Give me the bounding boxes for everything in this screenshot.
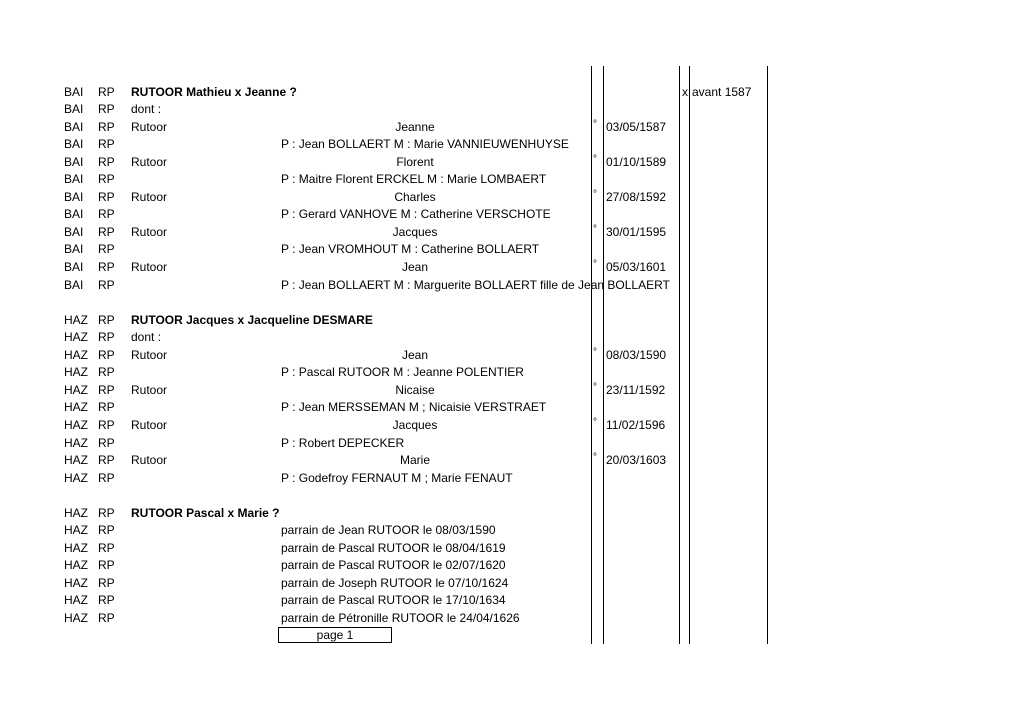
baptism-mark: °: [593, 153, 597, 165]
parish-code: BAI: [64, 242, 84, 257]
source-code: RP: [98, 505, 115, 520]
given-name: Jacques: [392, 224, 438, 239]
source-code: RP: [98, 558, 115, 573]
godparents-detail: P : Robert DEPECKER: [281, 435, 405, 450]
parish-code: HAZ: [64, 540, 88, 555]
parish-code: BAI: [64, 119, 84, 134]
source-code: RP: [98, 84, 115, 99]
source-code: RP: [98, 119, 115, 134]
godparents-detail: P : Gerard VANHOVE M : Catherine VERSCHOTE: [281, 207, 551, 222]
record-row: [0, 101, 1024, 119]
given-name: Nicaise: [395, 382, 435, 397]
source-code: RP: [98, 417, 115, 432]
record-row: [0, 505, 1024, 523]
source-code: RP: [98, 207, 115, 222]
record-row: [0, 312, 1024, 330]
parish-code: BAI: [64, 154, 84, 169]
godparents-detail: P : Jean BOLLAERT M : Marie VANNIEUWENHUYSE: [281, 137, 569, 152]
baptism-mark: °: [593, 188, 597, 200]
parish-code: BAI: [64, 260, 84, 274]
source-code: RP: [98, 172, 115, 187]
source-code: RP: [98, 453, 115, 468]
godparents-detail: parrain de Pascal RUTOOR le 02/07/1620: [281, 558, 506, 573]
source-code: RP: [98, 260, 115, 274]
godparents-detail: parrain de Joseph RUTOOR le 07/10/1624: [281, 575, 509, 590]
record-row: [0, 119, 1024, 137]
baptism-date: 23/11/1592: [606, 382, 666, 397]
source-code: RP: [98, 189, 115, 204]
godparents-detail: P : Jean BOLLAERT M : Marguerite BOLLAERT fille de Jean BOLLAERT: [281, 277, 670, 292]
baptism-mark: °: [593, 452, 597, 464]
record-row: [0, 540, 1024, 558]
surname-cell: Rutoor: [131, 119, 168, 134]
parish-code: HAZ: [64, 505, 88, 520]
record-row: [0, 136, 1024, 154]
godparents-detail: parrain de Jean RUTOOR le 08/03/1590: [281, 523, 496, 538]
surname-cell: Rutoor: [131, 260, 168, 274]
record-row: [0, 575, 1024, 593]
surname-cell: dont :: [131, 330, 162, 345]
record-row: [0, 610, 1024, 628]
given-name: Charles: [394, 189, 436, 204]
parish-code: HAZ: [64, 470, 88, 485]
parish-code: HAZ: [64, 312, 88, 327]
record-row: [0, 364, 1024, 382]
given-name: Jean: [401, 347, 429, 362]
source-code: RP: [98, 277, 115, 292]
parish-code: HAZ: [64, 593, 88, 608]
given-name: Marie: [399, 453, 431, 468]
record-row: [0, 154, 1024, 172]
parish-code: BAI: [64, 224, 84, 239]
parish-code: HAZ: [64, 330, 88, 345]
record-row: [0, 592, 1024, 610]
record-row: [0, 435, 1024, 453]
source-code: RP: [98, 575, 115, 590]
baptism-mark: °: [593, 259, 597, 270]
source-code: RP: [98, 382, 115, 397]
record-row: [0, 171, 1024, 189]
godparents-detail: parrain de Pascal RUTOOR le 17/10/1634: [281, 593, 506, 608]
parish-code: BAI: [64, 102, 84, 117]
blank-row: [0, 294, 1024, 312]
source-code: RP: [98, 312, 115, 327]
parish-code: HAZ: [64, 453, 88, 468]
parish-code: HAZ: [64, 558, 88, 573]
godparents-detail: parrain de Pétronille RUTOOR le 24/04/1626: [281, 611, 520, 625]
godparents-detail: parrain de Pascal RUTOOR le 08/04/1619: [281, 540, 506, 555]
record-row: [0, 241, 1024, 259]
source-code: RP: [98, 593, 115, 608]
source-code: RP: [98, 154, 115, 169]
baptism-date: 20/03/1603: [606, 453, 667, 468]
source-code: RP: [98, 540, 115, 555]
source-code: RP: [98, 523, 115, 538]
parish-code: HAZ: [64, 523, 88, 538]
baptism-date: 27/08/1592: [606, 189, 667, 204]
parish-code: HAZ: [64, 347, 88, 362]
record-row: [0, 259, 1024, 277]
source-code: RP: [98, 102, 115, 117]
marriage-note: avant 1587: [692, 84, 752, 99]
godparents-detail: P : Jean VROMHOUT M : Catherine BOLLAERT: [281, 242, 540, 257]
source-code: RP: [98, 400, 115, 415]
marriage-mark: x: [682, 84, 688, 99]
baptism-date: 30/01/1595: [606, 224, 667, 239]
family-heading: RUTOOR Mathieu x Jeanne ?: [131, 84, 297, 99]
surname-cell: Rutoor: [131, 417, 168, 432]
baptism-date: 01/10/1589: [606, 154, 667, 169]
given-name: Jean: [401, 260, 429, 274]
source-code: RP: [98, 611, 115, 625]
parish-code: BAI: [64, 172, 84, 187]
parish-code: HAZ: [64, 400, 88, 415]
surname-cell: Rutoor: [131, 154, 168, 169]
family-heading: RUTOOR Pascal x Marie ?: [131, 505, 280, 520]
baptism-mark: °: [593, 346, 597, 358]
source-code: RP: [98, 330, 115, 345]
surname-cell: Rutoor: [131, 189, 168, 204]
parish-code: BAI: [64, 277, 84, 292]
record-row: [0, 399, 1024, 417]
record-row: [0, 557, 1024, 575]
parish-code: HAZ: [64, 382, 88, 397]
source-code: RP: [98, 137, 115, 152]
record-row: [0, 206, 1024, 224]
parish-code: HAZ: [64, 365, 88, 380]
parish-code: BAI: [64, 189, 84, 204]
baptism-mark: °: [593, 416, 597, 428]
record-row: [0, 417, 1024, 435]
source-code: RP: [98, 365, 115, 380]
surname-cell: Rutoor: [131, 224, 168, 239]
record-row: [0, 189, 1024, 207]
record-row: [0, 84, 1024, 102]
record-row: [0, 470, 1024, 488]
page-number-box: page 1: [278, 627, 392, 643]
baptism-date: 08/03/1590: [606, 347, 667, 362]
blank-row: [0, 487, 1024, 505]
godparents-detail: P : Pascal RUTOOR M : Jeanne POLENTIER: [281, 365, 524, 380]
record-row: [0, 347, 1024, 365]
record-row: [0, 382, 1024, 400]
parish-code: HAZ: [64, 575, 88, 590]
given-name: Jacques: [392, 417, 438, 432]
record-row: [0, 452, 1024, 470]
surname-cell: dont :: [131, 102, 162, 117]
record-row: [0, 329, 1024, 347]
source-code: RP: [98, 470, 115, 485]
given-name: Florent: [396, 154, 434, 169]
surname-cell: Rutoor: [131, 453, 168, 468]
record-row: [0, 224, 1024, 242]
godparents-detail: P : Godefroy FERNAUT M ; Marie FENAUT: [281, 470, 513, 485]
parish-code: BAI: [64, 137, 84, 152]
parish-code: BAI: [64, 207, 84, 222]
godparents-detail: P : Jean MERSSEMAN M ; Nicaisie VERSTRAET: [281, 400, 547, 415]
family-heading: RUTOOR Jacques x Jacqueline DESMARE: [131, 312, 373, 327]
source-code: RP: [98, 224, 115, 239]
baptism-date: 11/02/1596: [606, 417, 666, 432]
source-code: RP: [98, 435, 115, 450]
godparents-detail: P : Maitre Florent ERCKEL M : Marie LOMBAERT: [281, 172, 547, 187]
parish-code: HAZ: [64, 435, 88, 450]
baptism-date: 03/05/1587: [606, 119, 667, 134]
surname-cell: Rutoor: [131, 382, 168, 397]
source-code: RP: [98, 347, 115, 362]
parish-code: BAI: [64, 84, 84, 99]
baptism-mark: °: [593, 381, 597, 393]
baptism-date: 05/03/1601: [606, 260, 667, 274]
surname-cell: Rutoor: [131, 347, 168, 362]
record-row: [0, 522, 1024, 540]
parish-code: HAZ: [64, 417, 88, 432]
baptism-mark: °: [593, 118, 597, 130]
baptism-mark: °: [593, 223, 597, 235]
given-name: Jeanne: [395, 119, 435, 134]
source-code: RP: [98, 242, 115, 257]
parish-code: HAZ: [64, 611, 88, 625]
record-row: [0, 277, 1024, 295]
